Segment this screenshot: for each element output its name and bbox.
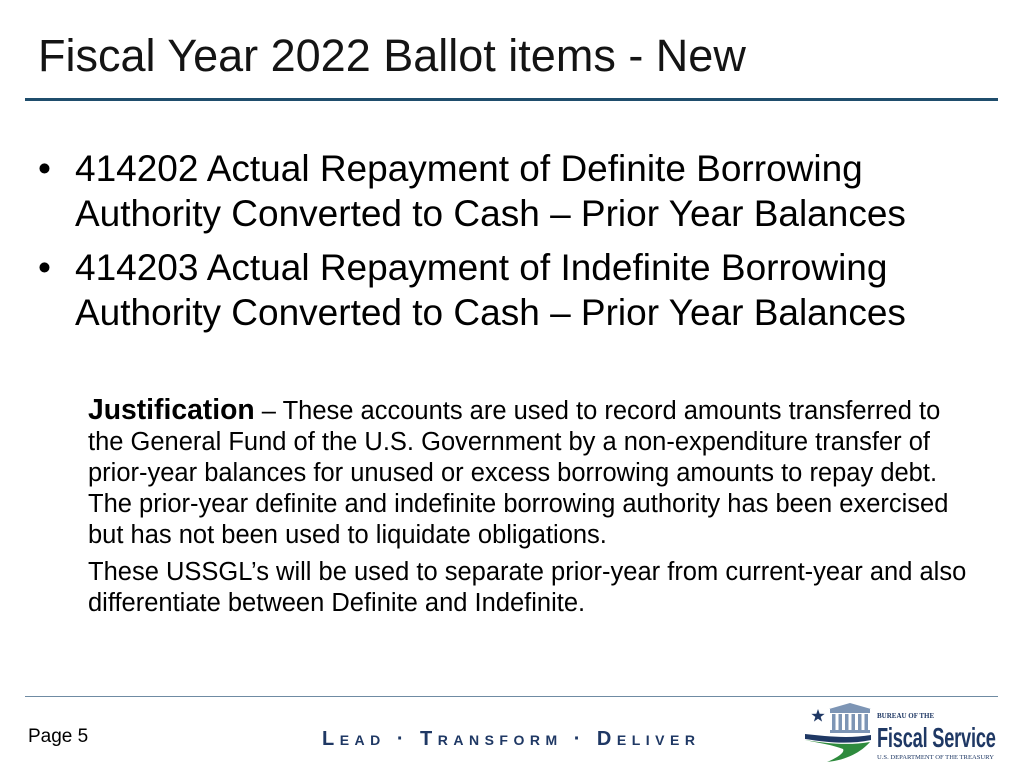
justification-paragraph xyxy=(88,394,976,551)
building-pediment xyxy=(829,703,871,709)
bullet-item xyxy=(38,146,990,236)
bullet-item xyxy=(38,245,990,335)
footer-divider xyxy=(25,696,998,697)
building-column xyxy=(845,714,849,730)
logo-name: Fiscal Service xyxy=(877,722,996,753)
bullet-text: 414202 Actual Repayment of Definite Borrowing Authority Converted to Cash – Prior Year Balances xyxy=(75,148,906,234)
star-icon xyxy=(811,709,824,722)
building-entablature xyxy=(830,709,870,713)
ussgl-note: These USSGL’s will be used to separate prior-year from current-year and also differentiate between Definite and Indefinite. xyxy=(88,558,967,617)
bullet-marker: • xyxy=(38,247,51,288)
building-column xyxy=(852,714,856,730)
slide-title: Fiscal Year 2022 Ballot items - New xyxy=(38,30,746,81)
fiscal-service-emblem xyxy=(803,700,875,764)
justification-block xyxy=(88,394,976,619)
navy-swoosh xyxy=(805,734,871,743)
bullet-list xyxy=(38,146,990,344)
treasury-building-icon xyxy=(829,703,871,733)
title-divider xyxy=(25,98,998,101)
bullet-marker: • xyxy=(38,148,51,189)
logo-bureau-text: BUREAU OF THE xyxy=(877,712,935,720)
building-column xyxy=(865,714,869,730)
justification-text: – These accounts are used to record amounts transferred to the General Fund of the U.S. Government by a non-expenditure transfer of prior-year balances for unused or excess borrowing amounts to repay debt. The prior-year definite and indefinite borrowing authority has been exercised but has not been used to liquidate obligations. xyxy=(88,397,949,549)
building-base xyxy=(830,730,870,733)
page-number: Page 5 xyxy=(28,726,89,747)
building-column xyxy=(832,714,836,730)
flag-swoosh-icon xyxy=(805,734,871,762)
logo-department-text: U.S. DEPARTMENT OF THE TREASURY xyxy=(877,754,994,761)
green-swoosh xyxy=(805,740,870,762)
building-column xyxy=(858,714,862,730)
building-column xyxy=(839,714,843,730)
bullet-text: 414203 Actual Repayment of Indefinite Borrowing Authority Converted to Cash – Prior Year Balances xyxy=(75,247,906,333)
justification-label: Justification xyxy=(88,393,255,425)
fiscal-service-logo xyxy=(803,700,1001,766)
tagline: Lead · Transform · Deliver xyxy=(322,728,701,750)
